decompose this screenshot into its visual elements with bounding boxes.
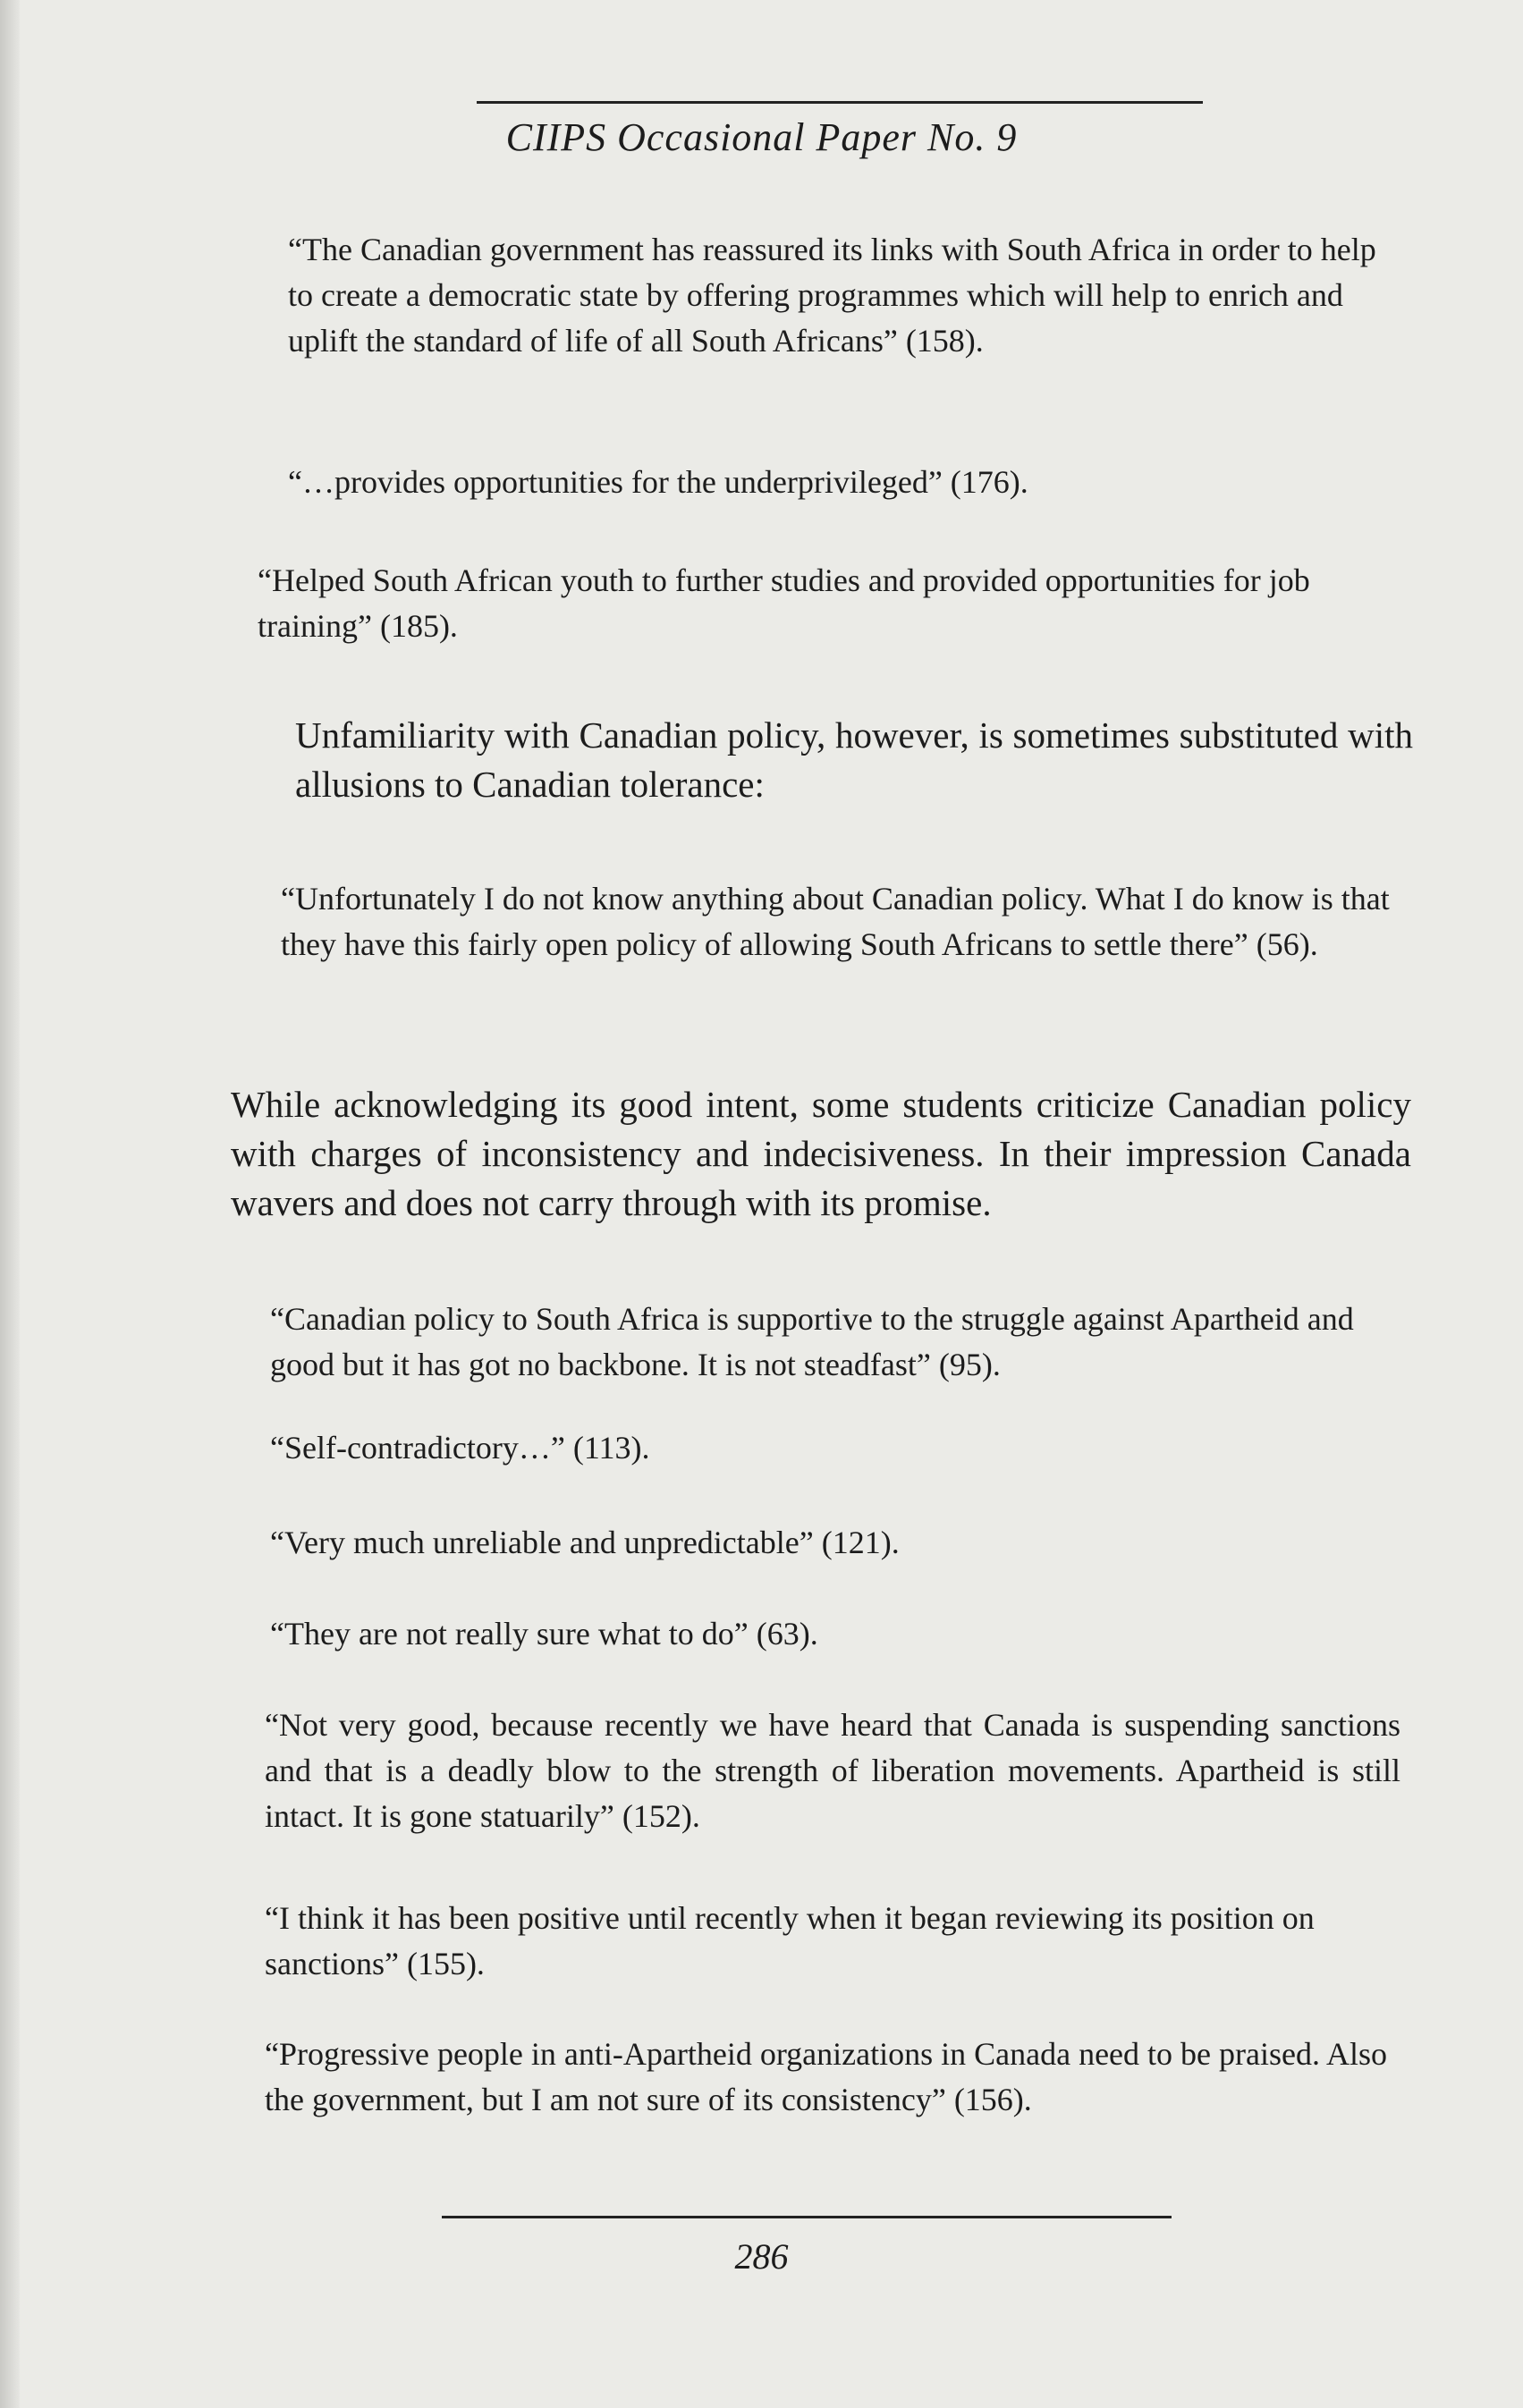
- quote-56: “Unfortunately I do not know anything about Canadian policy. What I do know is that they have this fairly open policy of allowing South Africans to settle there” (56).: [281, 881, 1390, 962]
- quote-158: “The Canadian government has reassured its links with South Africa in order to help to create a democratic state by offering programmes which will help to enrich and uplift the standard of life of all South Africans” (158).: [288, 232, 1376, 359]
- quote-121: “Very much unreliable and unpredictable” (121).: [270, 1525, 900, 1560]
- quote-152: “Not very good, because recently we have heard that Canada is suspending sanctions and that is a deadly blow to the strength of liberation movements. Apartheid is still intact. It is gone statuarily” (152).: [265, 1707, 1400, 1834]
- quote-63: “They are not really sure what to do” (63).: [270, 1616, 818, 1652]
- body-paragraph-criticism: While acknowledging its good intent, some students criticize Canadian policy with charges of inconsistency and indecisiveness. In their impression Canada wavers and does not carry through with its promise.: [231, 1084, 1411, 1223]
- header-rule: [477, 101, 1203, 104]
- body-paragraph-unfamiliarity: Unfamiliarity with Canadian policy, however, is sometimes substituted with allusions to Canadian tolerance:: [295, 714, 1413, 805]
- running-header: CIIPS Occasional Paper No. 9: [505, 115, 1018, 159]
- quote-156: “Progressive people in anti-Apartheid organizations in Canada need to be praised. Also the government, but I am not sure of its consistency” (156).: [265, 2036, 1387, 2117]
- footer-rule: [442, 2216, 1172, 2218]
- quote-95: “Canadian policy to South Africa is supportive to the struggle against Apartheid and good but it has got no backbone. It is not steadfast” (95).: [270, 1301, 1354, 1382]
- quote-176: “…provides opportunities for the underprivileged” (176).: [288, 464, 1028, 500]
- page-number: 286: [734, 2236, 789, 2277]
- quote-155: “I think it has been positive until recently when it began reviewing its position on sanctions” (155).: [265, 1900, 1315, 1981]
- page-edge: [0, 0, 20, 2408]
- quote-185: “Helped South African youth to further studies and provided opportunities for job training” (185).: [258, 562, 1310, 644]
- quote-113: “Self-contradictory…” (113).: [270, 1430, 650, 1466]
